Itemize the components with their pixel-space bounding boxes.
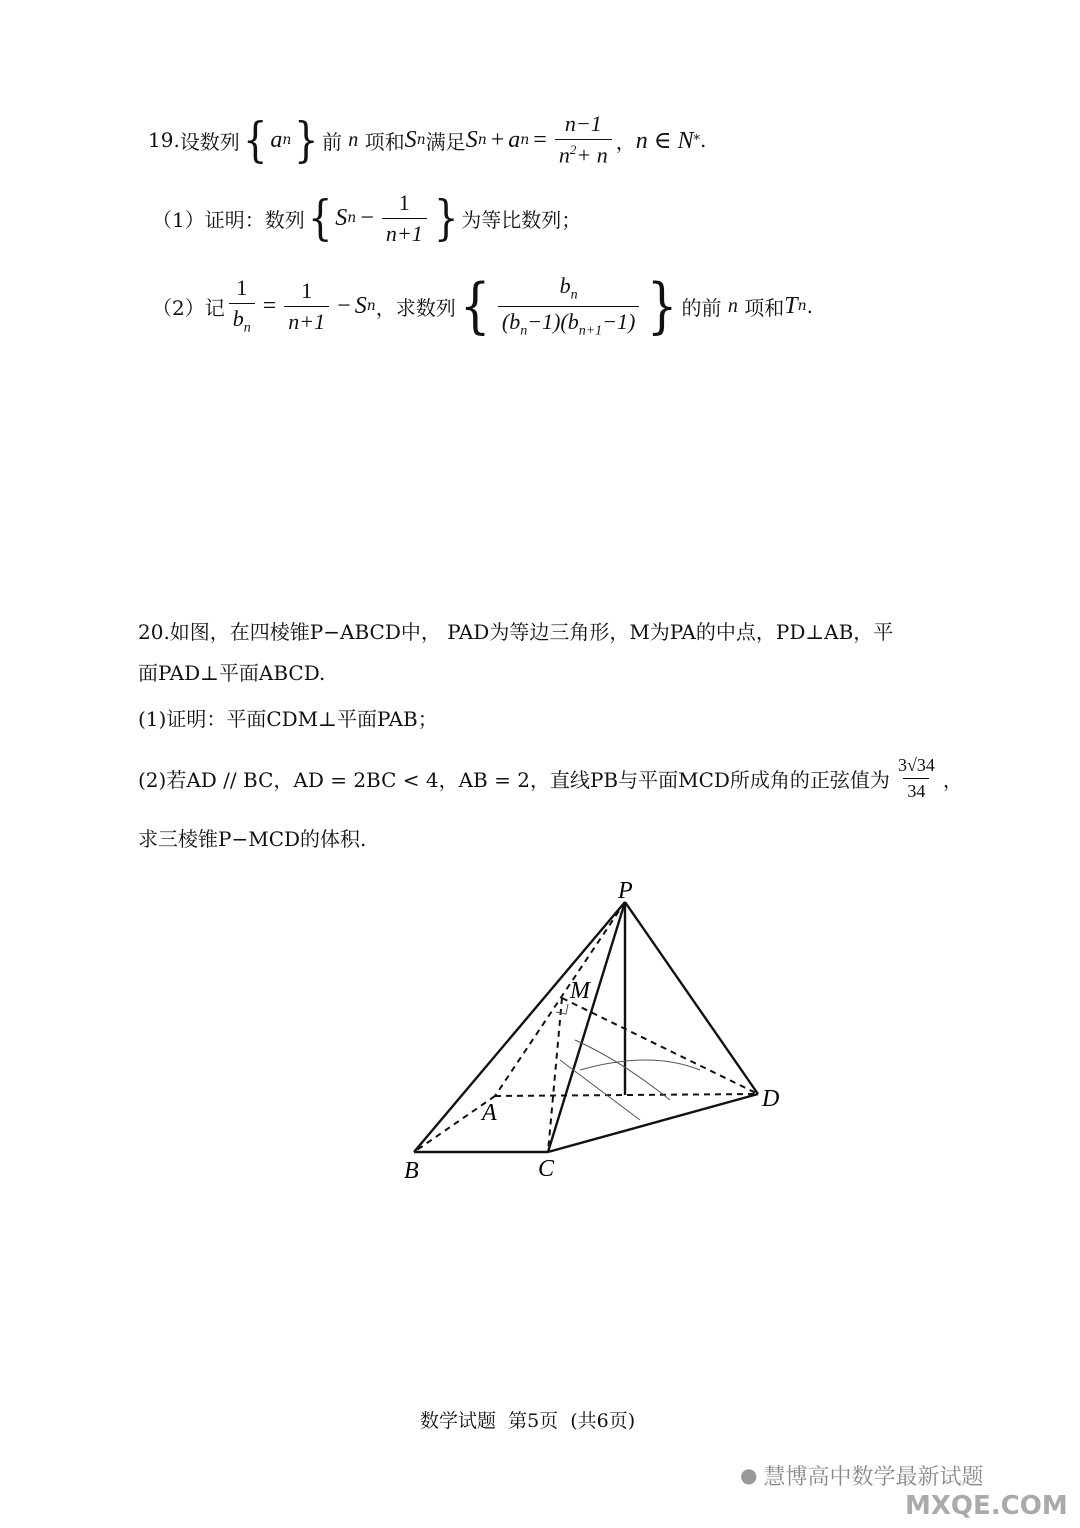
q19-part2: （2）记 $\frac{1}{b_n}$ = $\frac{1}{n+1}$ − S n ，求数列 { $\frac{b_n}{(b_n-1)(b_{n+1}-1)}$ } 的前 n 项和 T n . bbox=[152, 271, 814, 341]
watermark-site: MXQE.COM bbox=[905, 1491, 1068, 1521]
pencil-mark bbox=[575, 1040, 670, 1100]
q20-line2: 面PAD⊥平面ABCD. bbox=[138, 660, 326, 685]
edge-AD bbox=[495, 1094, 758, 1096]
label-M: M bbox=[570, 978, 590, 1004]
edge-PA bbox=[495, 902, 625, 1096]
edge-PB bbox=[414, 902, 625, 1152]
edge-PC bbox=[548, 902, 625, 1152]
right-angle-mark bbox=[556, 1004, 568, 1014]
edge-CD bbox=[548, 1094, 758, 1152]
q20-line3: (1)证明：平面CDM⊥平面PAB； bbox=[138, 706, 438, 731]
q20-line5: 求三棱锥P−MCD的体积. bbox=[138, 826, 367, 851]
label-P: P bbox=[618, 878, 633, 904]
label-C: C bbox=[538, 1156, 555, 1182]
label-D: D bbox=[762, 1086, 780, 1112]
watermark: ● 慧博高中数学最新试题 bbox=[740, 1463, 984, 1490]
q20-line1: 20.如图，在四棱锥P−ABCD中， PAD为等边三角形，M为PA的中点，PD⊥AB，平 bbox=[138, 619, 894, 644]
page-footer: 数学试题 第5页 (共6页) bbox=[420, 1409, 636, 1432]
edge-PD bbox=[625, 902, 758, 1094]
q19-stem: 19. 设数列 { a n } 前 n 项和 S n 满足 S n + a n = $\frac{n-1}{n^2+ n}$ ， n ∈ N * . bbox=[148, 111, 707, 168]
wechat-icon: ● bbox=[740, 1463, 758, 1487]
q19-frac: $\frac{n-1}{n^2+ n}$ bbox=[555, 111, 612, 168]
pencil-mark bbox=[580, 1060, 700, 1070]
label-B: B bbox=[404, 1158, 419, 1184]
q19-part1: （1）证明：数列 { S n − $\frac{1}{n+1}$ } 为等比数列； bbox=[152, 189, 582, 246]
q20-line4: (2)若AD // BC，AD = 2BC < 4，AB = 2，直线PB与平面MCD所成角的正弦值为 $\frac{3√34}{34}$ ， bbox=[138, 754, 963, 801]
label-A: A bbox=[482, 1100, 497, 1126]
